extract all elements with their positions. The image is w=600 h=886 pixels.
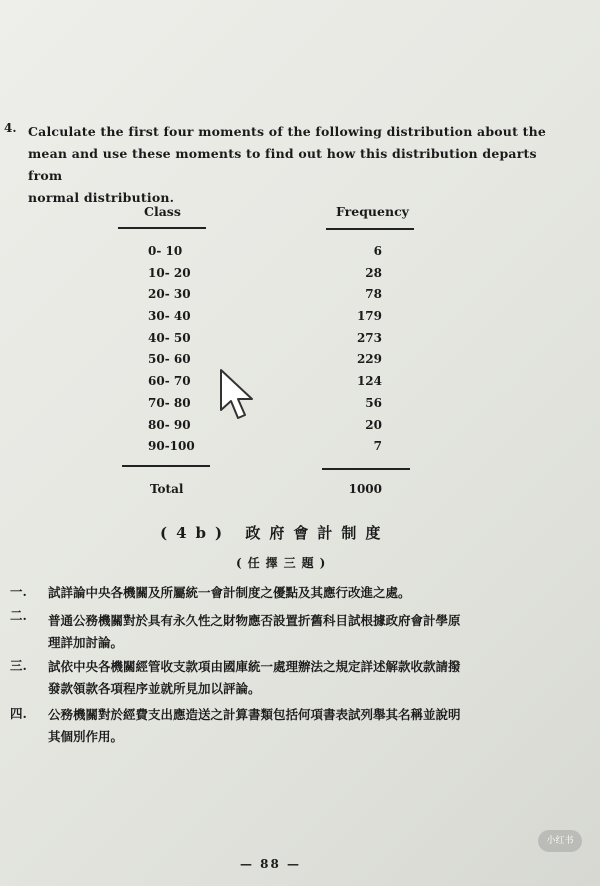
total-rule [122,465,210,467]
section-title: (4b) 政府會計制度 [160,524,390,542]
frequency-cell: 179 [356,309,382,324]
zh-question-number: 三. [10,658,27,673]
frequency-column [330,241,382,458]
zh-question-text [48,582,411,604]
frequency-cell: 56 [365,395,382,410]
class-cell: 10- 20 [148,265,191,280]
question-number: 4. [4,121,17,135]
zh-question-line: 其個別作用。 [48,729,124,744]
total-rule [322,468,410,470]
class-cell: 60- 70 [148,374,191,389]
class-cell: 80- 90 [148,417,191,432]
header-rule [118,227,206,229]
zh-question-line: 發款領款各項程序並就所見加以評論。 [48,681,261,696]
frequency-cell: 229 [356,352,382,367]
zh-question-text [48,704,461,748]
class-header: Class [144,204,181,219]
frequency-cell: 273 [356,330,382,345]
zh-question-line: 試詳論中央各機關及所屬統一會計制度之優點及其應行改進之處。 [48,585,411,600]
frequency-cell: 6 [373,244,382,258]
question-line: Calculate the first four moments of the following distribution about the [28,124,547,139]
class-cell: 70- 80 [148,395,191,410]
zh-question-line: 試依中央各機關經管收支款項由國庫統一處理辦法之規定詳述解款收款請撥 [48,659,461,674]
zh-question-number: 一. [10,584,27,599]
zh-question-line: 理詳加討論。 [48,635,124,650]
frequency-cell: 124 [356,374,382,389]
class-cell: 20- 30 [148,287,191,302]
zh-question-number: 二. [10,608,27,623]
class-cell: 30- 40 [148,309,191,324]
zh-question-line: 公務機關對於經費支出應造送之計算書類包括何項書表試列舉其名稱並說明 [48,707,461,722]
question-line: mean and use these moments to find out how this distribution departs from [28,146,537,183]
watermark-badge: 小红书 [538,830,582,852]
zh-question-number: 四. [10,706,27,721]
zh-question-text [48,656,461,700]
mouse-pointer-icon [218,368,258,422]
class-cell: 90-100 [148,439,195,454]
frequency-header: Frequency [336,204,409,219]
class-cell: 40- 50 [148,330,191,345]
class-cell: 0- 10 [148,244,183,258]
class-column [118,241,210,458]
question-text [28,121,548,209]
frequency-cell: 28 [365,265,382,280]
frequency-cell: 20 [365,417,382,432]
frequency-cell: 7 [373,439,382,454]
section-subtitle: (任擇三題) [236,556,332,570]
zh-question-line: 普通公務機關對於具有永久性之財物應否設置折舊科目試根據政府會計學原 [48,613,461,628]
page-number: — 88 — [240,857,302,871]
question-line: normal distribution. [28,190,175,205]
header-rule [326,228,414,230]
frequency-cell: 78 [365,287,382,302]
total-value: 1000 [348,482,382,496]
total-label: Total [150,482,184,496]
zh-question-text [48,610,461,654]
class-cell: 50- 60 [148,352,191,367]
